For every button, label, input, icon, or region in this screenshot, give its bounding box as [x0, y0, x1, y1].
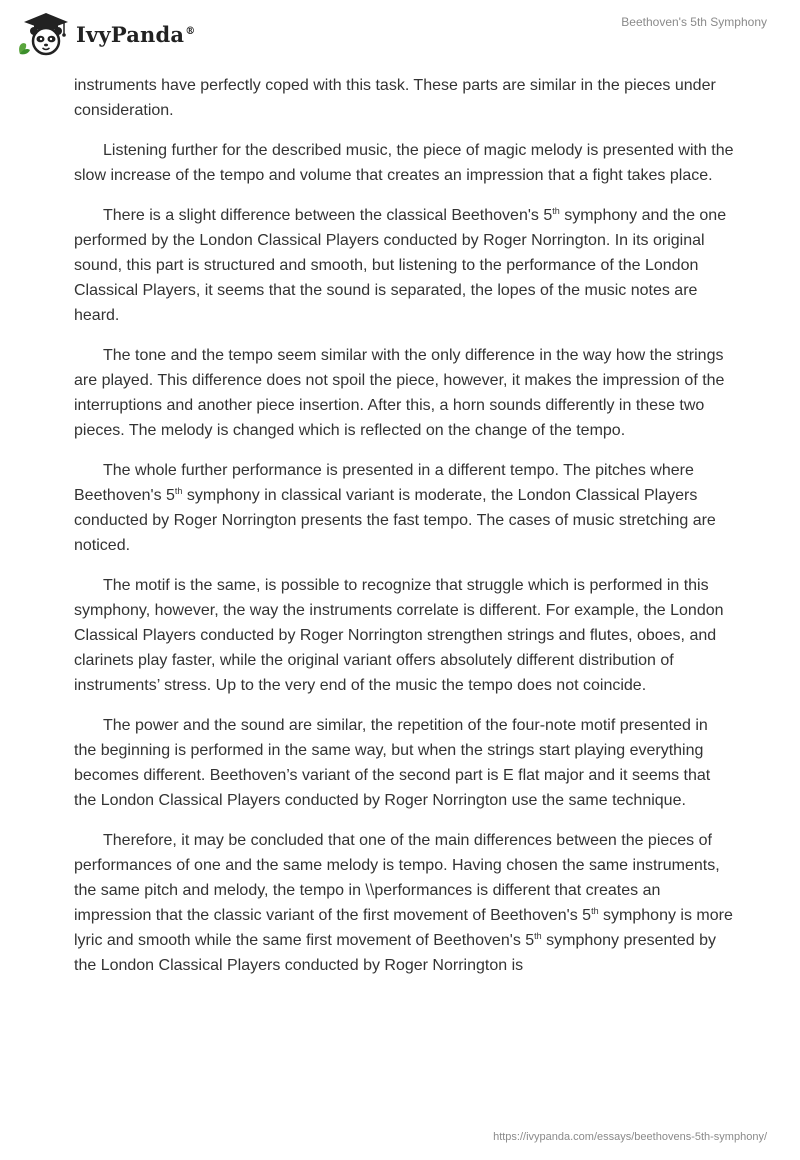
registered-mark: ® [185, 25, 196, 37]
document-title: Beethoven's 5th Symphony [621, 15, 767, 29]
source-url-link[interactable]: https://ivypanda.com/essays/beethovens-5th-symphony/ [493, 1131, 767, 1143]
paragraph-1: instruments have perfectly coped with this task. These parts are similar in the pieces under consideration. [74, 77, 716, 119]
paragraph-6: The motif is the same, is possible to recognize that struggle which is performed in this symphony, however, the way the instruments correlate is different. For example, the London Classical Players conducted by Roger Norrington strengthen strings and flutes, oboes, and clarinets play faster, while the original variant offers absolutely different distribution of instruments’ stress. Up to the very end of the music the tempo does not coincide. [74, 577, 724, 694]
ordinal-suffix: th [591, 906, 599, 916]
paragraph-7: The power and the sound are similar, the repetition of the four-note motif presented in the beginning is performed in the same way, but when the strings start playing everything becomes different. Beethoven’s variant of the second part is E flat major and it seems that the London Classical Players conducted by Roger Norrington use the same technique. [74, 717, 711, 809]
paragraph-8: Therefore, it may be concluded that one of the main differences between the pieces of performances of one and the same melody is tempo. Having chosen the same instruments, the same pitch and melody, the tempo in \\performances is different that creates an impression that the classic variant of the first movement of Beethoven's 5th symphony is more lyric and smooth while the same first movement of Beethoven's 5th symphony presented by the London Classical Players conducted by Roger Norrington is [74, 832, 733, 974]
paragraph-3: There is a slight difference between the classical Beethoven's 5th symphony and the one performed by the London Classical Players conducted by Roger Norrington. In its original sound, this part is structured and smooth, but listening to the performance of the London Classical Players, it seems that the sound is separated, the lopes of the music notes are heard. [74, 206, 727, 324]
paragraph-4: The tone and the tempo seem similar with the only difference in the way how the strings are played. This difference does not spoil the piece, however, it makes the impression of the interruptions and another piece insertion. After this, a horn sounds differently in these two pieces. The melody is changed which is reflected on the change of the tempo. [74, 347, 725, 439]
ordinal-suffix: th [552, 206, 560, 216]
ivypanda-logo[interactable] [14, 8, 195, 58]
brand-name: IvyPanda® [76, 21, 196, 47]
paragraph-5: The whole further performance is presented in a different tempo. The pitches where Beethoven's 5th symphony in classical variant is moderate, the London Classical Players conducted by Roger Norrington presents the fast tempo. The cases of music stretching are noticed. [74, 462, 716, 554]
page-header [0, 0, 800, 70]
paragraph-2: Listening further for the described music, the piece of magic melody is presented with the slow increase of the tempo and volume that creates an impression that a fight takes place. [74, 142, 734, 184]
panda-graduate-icon [14, 8, 70, 58]
essay-body [74, 73, 734, 993]
ordinal-suffix: th [174, 486, 183, 496]
ordinal-suffix: th [534, 931, 542, 941]
